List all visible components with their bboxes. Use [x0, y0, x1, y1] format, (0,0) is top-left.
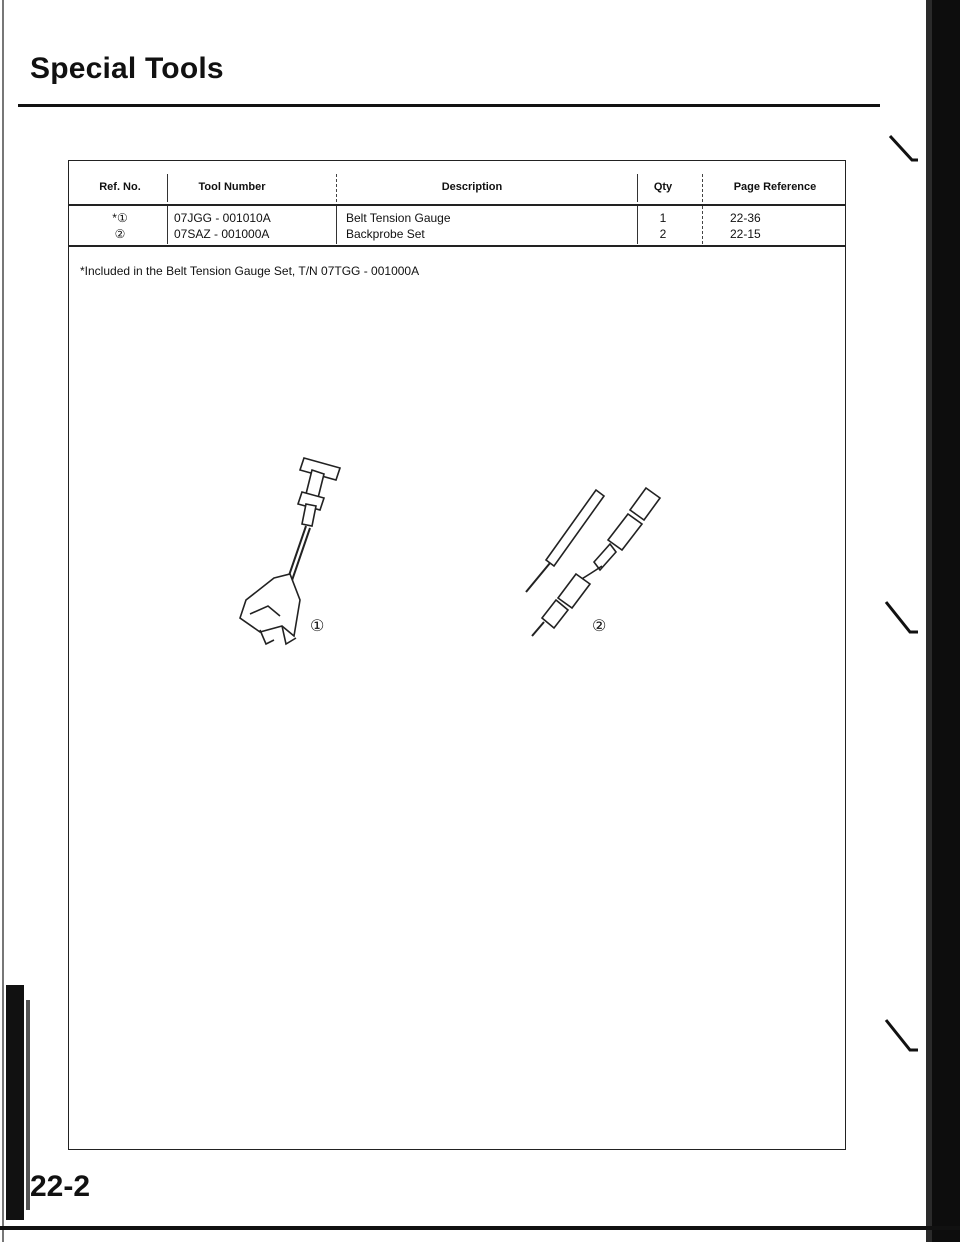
- row-divider: [637, 206, 638, 244]
- page-ref-cell-2: 22-15: [730, 227, 761, 241]
- table-bottom-rule: [68, 245, 846, 247]
- page-left-edge: [2, 0, 4, 1242]
- backprobe-set-illustration: [510, 470, 690, 640]
- header-qty: Qty: [653, 181, 673, 193]
- tool1-callout: ①: [310, 618, 325, 635]
- header-page-reference: Page Reference: [733, 181, 817, 193]
- header-divider: [702, 174, 703, 202]
- title-rule: [18, 104, 880, 107]
- row-divider: [336, 206, 337, 244]
- footnote: *Included in the Belt Tension Gauge Set, T/N 07TGG - 001000A: [80, 264, 420, 278]
- description-cell-1: Belt Tension Gauge: [346, 211, 451, 225]
- ref-cell-2: ②: [114, 227, 126, 241]
- tool2-callout: ②: [592, 618, 607, 635]
- header-tool-number: Tool Number: [198, 181, 266, 193]
- row-divider: [702, 206, 703, 244]
- corner-mark-middle: [880, 598, 924, 642]
- description-cell-2: Backprobe Set: [346, 227, 425, 241]
- tool-number-cell-1: 07JGG - 001010A: [174, 211, 271, 225]
- page-ref-cell-1: 22-36: [730, 211, 761, 225]
- section-tab-mark: [6, 985, 24, 1220]
- corner-mark-bottom: [880, 1016, 924, 1060]
- page-right-edge-bar: [932, 0, 960, 1242]
- belt-tension-gauge-illustration: [220, 440, 360, 660]
- qty-cell-1: 1: [659, 211, 667, 225]
- header-ref-no: Ref. No.: [99, 181, 141, 193]
- page-number: 22-2: [30, 1170, 91, 1203]
- header-divider: [637, 174, 638, 202]
- header-divider: [167, 174, 168, 202]
- page-title: Special Tools: [30, 52, 224, 85]
- header-description: Description: [441, 181, 503, 193]
- tool-number-cell-2: 07SAZ - 001000A: [174, 227, 270, 241]
- corner-mark-top: [884, 130, 924, 170]
- ref-cell-1: *①: [112, 211, 128, 225]
- qty-cell-2: 2: [659, 227, 667, 241]
- page-bottom-rule: [0, 1226, 960, 1230]
- row-divider: [167, 206, 168, 244]
- content-box: [68, 160, 846, 1150]
- header-rule: [68, 204, 846, 206]
- header-divider: [336, 174, 337, 202]
